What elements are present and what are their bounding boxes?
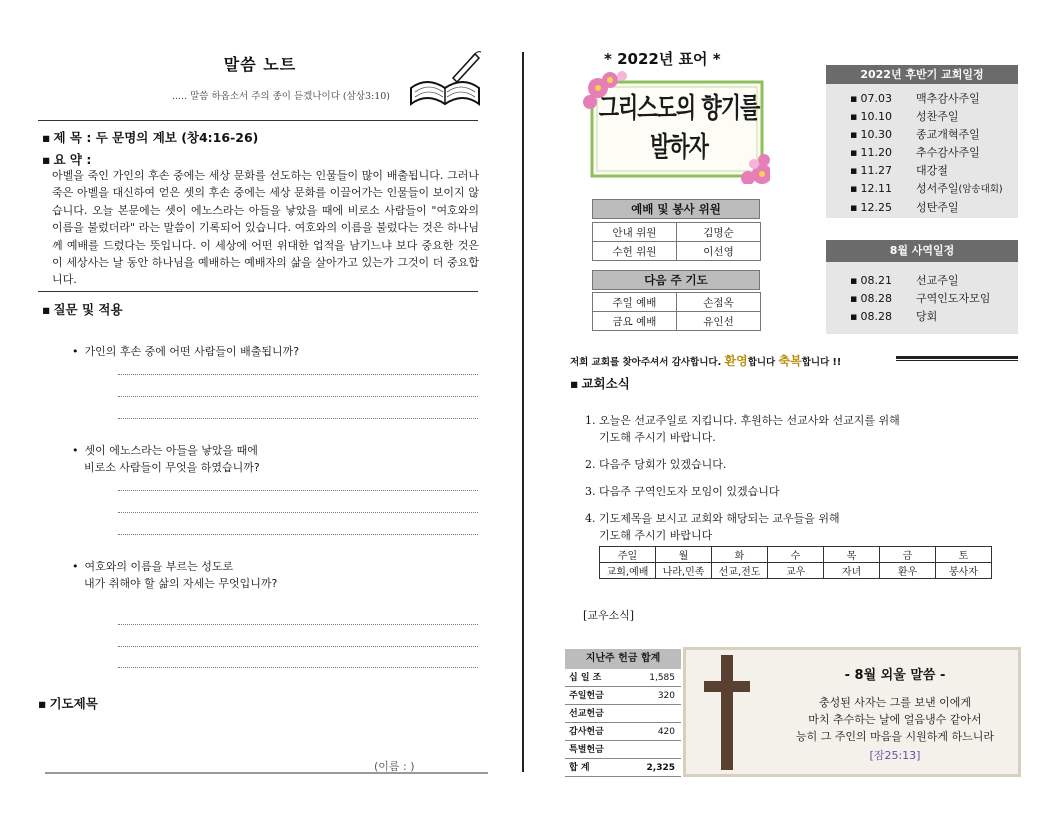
summary-text: 아벨을 죽인 가인의 후손 중에는 세상 문화를 선도하는 인물들이 많이 배출됩니다. 그러나 죽은 아벨을 대신하여 얻은 셋의 후손 중에는 세상 문화를 이끌어가는 인물들이 보이지 않습니다. 오늘 본문에는 셋이 에노스라는 아들을 낳았을 때에 비로소 사람들이 "여호와의 이름을 불렀더라" 라는 말씀이 기록되어 있습니다. 여호와의 이름을 불렀다는 것은 하나님께 예배를 드렸다는 뜻입니다. 이 세상에 어떤 위대한 업적을 남기느냐 보다 중요한 것은 이 세상사는 날 동안 하나님을 예배하는 예배자의 삶을 살아가고 있는가 그것이 더 중요합니다. [52,169,479,287]
list-item [850,108,1018,126]
table-row [593,223,761,242]
offering-row [565,670,681,687]
schedule-event: 추수감사주일 [916,146,980,159]
list-item [850,180,1018,199]
news-number: 3. [585,485,596,498]
table-cell: 김명순 [677,223,761,242]
table-cell: 교회,예배 [600,563,656,579]
schedule-event: 맥추감사주일 [916,92,980,105]
offering-label: 특별헌금 [569,745,604,755]
offering-label: 선교헌금 [569,709,604,719]
welcome-message [570,352,841,369]
memory-verse-line: 능히 그 주인의 마음을 시원하게 하느니라 [795,730,995,743]
table-cell: 선교,전도 [712,563,768,579]
decorative-bar [896,356,1018,361]
offering-value: 420 [657,727,675,737]
schedule-date: ▪ 11.20 [850,144,916,162]
august-schedule-header: 8월 사역일정 [826,240,1018,262]
table-header: 화 [712,547,768,563]
table-row [593,312,761,331]
answer-line[interactable] [118,624,478,625]
schedule-event: 종교개혁주일 [916,128,980,141]
schedule-date: ▪ 10.30 [850,126,916,144]
church-news-label: ▪ 교회소식 [570,374,630,392]
schedule-date: ▪ 08.28 [850,308,916,326]
name-field[interactable]: (이름 : ) [374,760,415,773]
next-prayer-table [592,292,761,331]
answer-line[interactable] [118,374,478,375]
news-text: 다음주 당회가 있겠습니다. [599,458,727,471]
offering-value: 320 [657,691,675,701]
offering-value: 2,325 [646,763,675,773]
year-motto-title: * 2022년 표어 * [604,50,721,68]
list-item [850,126,1018,144]
question-3-line-2: 내가 취해야 할 삶의 자세는 무엇입니까? [84,577,278,590]
schedule-event: 성서주일 [916,182,959,195]
answer-line[interactable] [118,396,478,397]
member-news-label: [교우소식] [583,609,635,622]
next-prayer-header: 다음 주 기도 [592,270,760,290]
answer-line[interactable] [118,418,478,419]
offering-label: 십 일 조 [569,673,602,683]
offering-header: 지난주 헌금 합계 [565,649,681,669]
news-item-1 [585,412,900,446]
schedule-list [826,84,1018,218]
question-2: • 셋이 에노스라는 아들을 낳았을 때에 [72,442,258,459]
divider-line [38,291,478,292]
offering-label: 합 계 [569,763,590,773]
schedule-date: ▪ 08.21 [850,272,916,290]
schedule-date: ▪ 12.25 [850,199,916,217]
divider-line [45,772,488,774]
table-cell: 이선영 [677,242,761,261]
offering-label: 주일헌금 [569,691,604,701]
welcome-text: 합니다 !! [801,357,842,368]
schedule-event: 성탄주일 [916,201,959,214]
table-cell: 금요 예배 [593,312,677,331]
table-header: 금 [880,547,936,563]
church-motto: 그리스도의 향기를 발하자 [598,90,760,163]
questions-label: ▪ 질문 및 적용 [42,300,123,318]
worship-committee-table [592,222,761,261]
offering-value: 1,585 [649,673,675,683]
news-text: 오늘은 선교주일로 지킵니다. 후원하는 선교사와 선교지를 위해 [599,414,900,427]
news-text: 기도제목을 보시고 교회와 해당되는 교우들을 위해 [599,512,840,525]
summary-label: ▪ 요 약 : [42,150,91,168]
welcome-text: 합니다 [747,357,776,368]
answer-line[interactable] [118,490,478,491]
table-cell: 주일 예배 [593,293,677,312]
list-item [850,290,1018,308]
schedule-date: ▪ 12.11 [850,180,916,198]
schedule-date: ▪ 10.10 [850,108,916,126]
page-divider [522,52,524,772]
answer-line[interactable] [118,512,478,513]
news-number: 4. [585,512,596,525]
news-text: 기도해 주시기 바랍니다. [599,431,716,444]
memory-verse-line: 충성된 사자는 그를 보낸 이에게 [818,696,972,709]
schedule-date: ▪ 07.03 [850,90,916,108]
schedule-event: 선교주일 [916,274,959,287]
welcome-text: 저희 교회를 찾아주셔서 감사합니다. [570,357,722,368]
question-3: • 여호와의 이름을 부르는 성도로 [72,558,233,575]
news-number: 1. [585,414,596,427]
table-cell: 안내 위원 [593,223,677,242]
table-header: 토 [936,547,992,563]
schedule-event: 대강절 [916,164,948,177]
news-item-2 [585,456,726,473]
offering-total-row [565,760,681,777]
august-schedule-list [826,262,1018,334]
offering-label: 감사헌금 [569,727,604,737]
schedule-event: 성찬주일 [916,110,959,123]
answer-line[interactable] [118,667,478,668]
memory-verse-line: 마치 추수하는 날에 얼음냉수 같아서 [808,713,982,726]
memory-verse-reference: [잠25:13] [869,749,921,762]
schedule-header: 2022년 후반기 교회일정 [826,65,1018,84]
page-title: 말씀 노트 [223,55,297,74]
question-2-line-2: 비로소 사람들이 무엇을 하였습니까? [84,461,260,474]
offering-row [565,688,681,705]
list-item [850,199,1018,217]
table-cell: 교우 [768,563,824,579]
offering-summary [565,649,683,779]
table-header: 주일 [600,547,656,563]
list-item [850,144,1018,162]
table-cell: 손점옥 [677,293,761,312]
table-cell: 유인선 [677,312,761,331]
divider-line [38,120,478,121]
answer-line[interactable] [118,534,478,535]
table-cell: 봉사자 [936,563,992,579]
list-item [850,90,1018,108]
news-text: 기도해 주시기 바랍니다 [599,529,713,542]
memory-verse-title: - 8월 외울 말씀 - [844,668,946,683]
answer-line[interactable] [118,646,478,647]
welcome-highlight: 환영 [724,354,748,368]
question-1: • 가인의 후손 중에 어떤 사람들이 배출됩니까? [72,343,299,360]
table-cell: 나라,민족 [656,563,712,579]
news-text: 다음주 구역인도자 모임이 있겠습니다 [599,485,780,498]
schedule-date: ▪ 08.28 [850,290,916,308]
table-row [593,242,761,261]
table-cell: 자녀 [824,563,880,579]
news-number: 2. [585,458,596,471]
offering-row [565,742,681,759]
list-item [850,272,1018,290]
blessing-highlight: 축복 [778,354,802,368]
page-subtitle: ..... 말씀 하옵소서 주의 종이 듣겠나이다 (삼상3:10) [172,91,390,102]
table-row [593,293,761,312]
worship-committee-header: 예배 및 봉사 위원 [592,199,760,219]
list-item [850,162,1018,180]
table-cell: 수헌 위원 [593,242,677,261]
list-item [850,308,1018,326]
offering-row [565,706,681,723]
table-header: 월 [656,547,712,563]
offering-row [565,724,681,741]
table-row [600,547,992,563]
schedule-event: 당회 [916,310,938,323]
table-header: 수 [768,547,824,563]
schedule-event: 구역인도자모임 [916,292,991,305]
table-header: 목 [824,547,880,563]
table-cell: 환우 [880,563,936,579]
news-item-3 [585,483,780,500]
sermon-title: ▪ 제 목 : 두 문명의 계보 (창4:16-26) [42,128,258,146]
table-row [600,563,992,579]
schedule-note: (암송대회) [958,184,1003,195]
weekly-prayer-table [599,546,992,579]
prayer-label: ▪ 기도제목 [38,694,98,712]
news-item-4 [585,510,840,544]
open-book-icon [405,48,485,118]
schedule-date: ▪ 11.27 [850,162,916,180]
